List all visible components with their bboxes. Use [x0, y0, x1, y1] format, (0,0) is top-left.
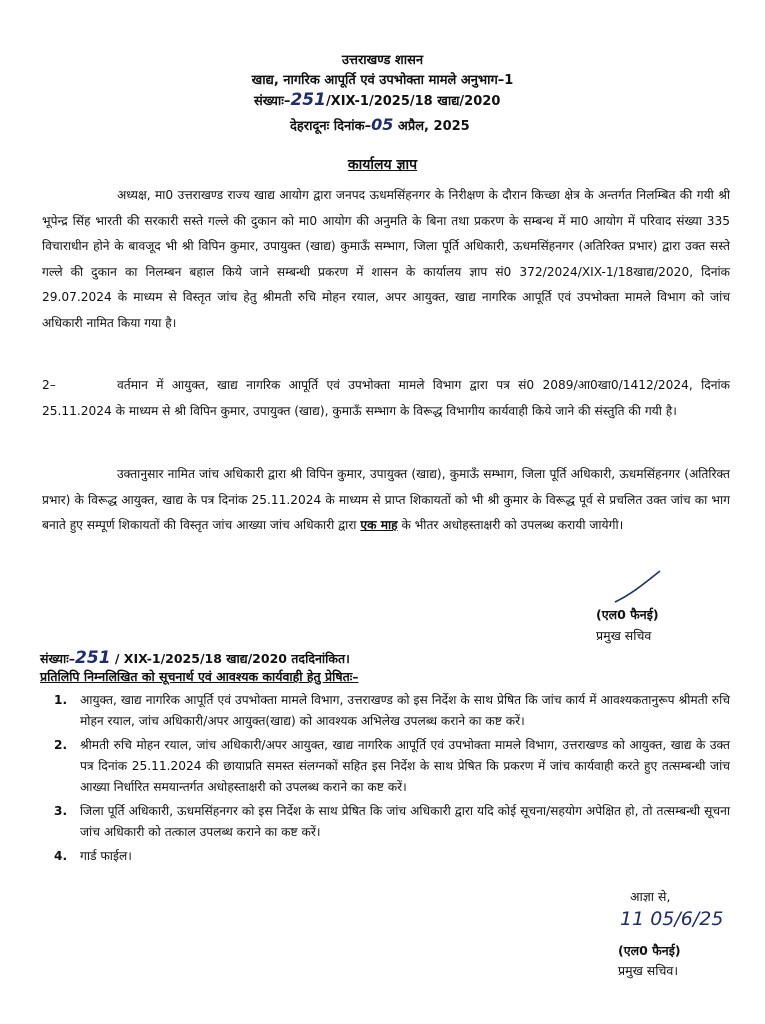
paragraph-3-text-b: के भीतर अधोहस्ताक्षरी को उपलब्ध करायी जायेगी।	[401, 518, 624, 532]
list-item	[40, 735, 730, 798]
copy-heading: प्रतिलिपि निम्नलिखित को सूचनार्थ एवं आवश्यक कार्यवाही हेतु प्रेषितः–	[40, 669, 359, 684]
place-date-line	[290, 115, 470, 134]
reference-prefix: संख्याः–	[254, 94, 291, 109]
reference-handwritten-number: 251	[290, 90, 326, 110]
paragraph-3	[42, 462, 730, 539]
paragraph-2-number: 2–	[42, 378, 56, 392]
place-year: 2025	[433, 119, 470, 134]
government-name: उत्तराखण्ड शासन	[341, 53, 424, 68]
by-order-text: आज्ञा से,	[630, 889, 671, 904]
copy-reference-prefix: संख्याः–	[40, 651, 76, 666]
list-item	[40, 690, 730, 732]
paragraph-3-deadline: एक माह	[360, 518, 398, 532]
signature-scribble	[610, 568, 665, 608]
list-item-number: 2.	[54, 738, 68, 752]
paragraph-3-text-a: उक्तानुसार नामित जांच अधिकारी द्वारा श्री विपिन कुमार, उपायुक्त (खाद्य), कुमाऊँ सम्भाग, जिला पूर्ति अधिकारी, ऊधमसिंहनगर (अतिरिक्त प्रभार) के विरूद्ध आयुक्त, खाद्य के पत्र दिनांक 25.11.2024 के माध्यम से प्राप्त शिकायतों को भी श्री कुमार के विरूद्ध पूर्व से प्रचलित उक्त जांच का भाग बनाते हुए सम्पूर्ण शिकायतों की विस्तृत जांच आख्या जांच अधिकारी द्वारा	[42, 467, 730, 532]
list-item	[40, 801, 730, 843]
list-item-number: 3.	[54, 804, 68, 818]
list-item-number: 4.	[54, 849, 68, 863]
list-item	[40, 846, 730, 867]
list-item-number: 1.	[54, 693, 68, 707]
place-month: अप्रैल,	[397, 119, 429, 134]
copy-reference-suffix: / XIX-1/2025/18 खाद्य/2020 तददिनांकित।	[114, 651, 350, 666]
copy-reference	[40, 648, 350, 668]
place-prefix: देहरादूनः दिनांक–	[290, 119, 372, 134]
list-item-text: श्रीमती रुचि मोहन रयाल, जांच अधिकारी/अपर आयुक्त, खाद्य नागरिक आपूर्ति एवं उपभोक्ता मामले विभाग, उत्तराखण्ड को आयुक्त, खाद्य के उक्त पत्र दिनांक 25.11.2024 की छायाप्रति समस्त संलग्नकों सहित इस निर्देश के साथ प्रेषित कि प्रकरण में जांच कार्यवाही करते हुए तत्सम्बन्धी जांच आख्या निर्धारित समयान्तर्गत अधोहस्ताक्षरी को उपलब्ध कराने का कष्ट करें।	[80, 738, 730, 794]
signatory-name-2: (एल0 फैनई)	[618, 943, 681, 958]
copy-recipient-list	[40, 690, 730, 870]
copy-reference-handwritten-number: 251	[75, 648, 111, 668]
reference-number	[254, 90, 500, 110]
list-item-text: जिला पूर्ति अधिकारी, ऊधमसिंहनगर को इस निर्देश के साथ प्रेषित कि जांच अधिकारी द्वारा यदि कोई सूचना/सहयोग अपेक्षित हो, तो तत्सम्बन्धी सूचना जांच अधिकारी को तत्काल उपलब्ध कराने का कष्ट करें।	[80, 804, 730, 839]
signatory-name: (एल0 फैनई)	[596, 607, 659, 622]
reference-suffix: /XIX-1/2025/18 खाद्य/2020	[325, 94, 501, 109]
paragraph-2: वर्तमान में आयुक्त, खाद्य नागरिक आपूर्ति एवं उपभोक्ता मामले विभाग द्वारा पत्र सं0 2089/आ0खा0/1412/2024, दिनांक 25.11.2024 के माध्यम से श्री विपिन कुमार, उपायुक्त (खाद्य), कुमाऊँ सम्भाग के विरूद्ध विभागीय कार्यवाही किये जाने की संस्तुति की गयी है।	[42, 378, 730, 418]
signatory-designation: प्रमुख सचिव	[596, 628, 652, 643]
handwritten-date: 05	[371, 115, 394, 134]
department-name: खाद्य, नागरिक आपूर्ति एवं उपभोक्ता मामले अनुभाग–1	[251, 73, 514, 88]
list-item-text: गार्ड फाईल।	[80, 849, 132, 863]
office-memo-title: कार्यालय ज्ञाप	[347, 157, 418, 173]
list-item-text: आयुक्त, खाद्य नागरिक आपूर्ति एवं उपभोक्ता मामले विभाग, उत्तराखण्ड को इस निर्देश के साथ प्रेषित कि जांच कार्य में आवश्यकतानुरूप श्रीमती रुचि मोहन रयाल, जांच अधिकारी/अपर आयुक्त(खाद्य) को आवश्यक अभिलेख उपलब्ध कराने का कष्ट करें।	[80, 693, 730, 728]
paragraph-1: अध्यक्ष, मा0 उत्तराखण्ड राज्य खाद्य आयोग द्वारा जनपद ऊधमसिंहनगर के निरीक्षण के दौरान किच्छा क्षेत्र के अन्तर्गत निलम्बित की गयी श्री भूपेन्द्र सिंह भारती की सरकारी सस्ते गल्ले की दुकान को मा0 आयोग की अनुमति के बिना तथा प्रकरण के सम्बन्ध में मा0 आयोग में परिवाद संख्या 335 विचाराधीन होने के बावजूद भी श्री विपिन कुमार, उपायुक्त (खाद्य) कुमाऊँ सम्भाग, जिला पूर्ति अधिकारी, ऊधमसिंहनगर (अतिरिक्त प्रभार) द्वारा उक्त सस्ते गल्ले की दुकान का निलम्बन बहाल किये जाने सम्बन्धी प्रकरण में शासन के कार्यालय ज्ञाप सं0 372/2024/XIX-1/18खाद्य/2020, दिनांक 29.07.2024 के माध्यम से विस्तृत जांच हेतु श्रीमती रुचि मोहन रयाल, अपर आयुक्त, खाद्य नागरिक आपूर्ति एवं उपभोक्ता मामले विभाग को जांच अधिकारी नामित किया गया है।	[42, 188, 730, 330]
signatory-designation-2: प्रमुख सचिव।	[618, 963, 679, 978]
handwritten-signature-date: 11 05/6/25	[620, 908, 724, 930]
